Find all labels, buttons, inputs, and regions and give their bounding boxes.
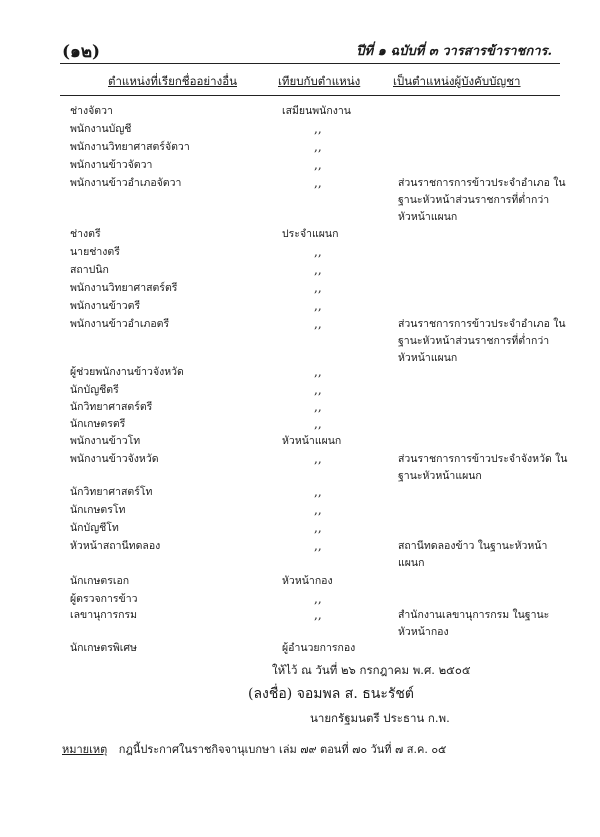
signature-line: (ลงชื่อ) จอมพล ส. ธนะรัชต์ (248, 686, 414, 702)
position-title: พนักงานข้าวโท (70, 435, 141, 447)
table-row (0, 502, 600, 518)
position-title: สถาปนิก (70, 264, 109, 276)
equivalent-position: ,, (314, 317, 322, 331)
table-row (0, 382, 600, 398)
equivalent-position: ,, (314, 452, 322, 466)
table-row (0, 484, 600, 500)
given-date: ให้ไว้ ณ วันที่ ๒๖ กรกฎาคม พ.ศ. ๒๕๐๕ (272, 663, 471, 677)
top-rule (60, 63, 560, 64)
position-title: ช่างตรี (70, 228, 101, 240)
table-row (0, 416, 600, 432)
footnote-label: หมายเหตุ (62, 743, 108, 756)
equivalent-position: ,, (314, 176, 322, 190)
position-title: นักเกษตรพิเศษ (70, 642, 137, 654)
position-title: ผู้ช่วยพนักงานข้าวจังหวัด (70, 366, 184, 378)
position-title: นักบัญชีตรี (70, 384, 119, 396)
header-rule (60, 95, 560, 96)
position-title: นักเกษตรโท (70, 504, 126, 516)
position-title: นักวิทยาศาสตร์โท (70, 486, 153, 498)
position-title: นักเกษตรตรี (70, 418, 126, 430)
equivalent-position: ,, (314, 608, 322, 622)
position-title: พนักงานวิทยาศาสตร์ตรี (70, 282, 178, 294)
supervisor-note: ส่วนราชการการข้าวประจำจังหวัด ในฐานะหัวหน้าแผนก (398, 453, 568, 482)
equivalent-position: ,, (314, 281, 322, 295)
equivalent-position: ,, (314, 383, 322, 397)
table-row (0, 607, 600, 638)
table-row (0, 538, 600, 569)
page-number: (๑๒) (62, 42, 101, 62)
equivalent-position: ,, (314, 400, 322, 414)
table-row (0, 103, 600, 119)
equivalent-position: ,, (314, 503, 322, 517)
position-title: พนักงานข้าวตรี (70, 300, 141, 312)
equivalent-position: ,, (314, 521, 322, 535)
table-row (0, 244, 600, 260)
column-header-supervisor: เป็นตำแหน่งผู้บังคับบัญชา (393, 74, 521, 88)
equivalent-position: หัวหน้ากอง (282, 575, 333, 587)
table-row (0, 175, 600, 223)
equivalent-position: หัวหน้าแผนก (282, 435, 342, 447)
table-row (0, 573, 600, 589)
supervisor-note: ส่วนราชการการข้าวประจำอำเภอ ในฐานะหัวหน้าส่วนราชการที่ต่ำกว่าหัวหน้าแผนก (398, 177, 566, 223)
equivalent-position: ,, (314, 263, 322, 277)
table-row (0, 316, 600, 364)
equivalent-position: ,, (314, 245, 322, 259)
table-row (0, 157, 600, 173)
position-title: นักบัญชีโท (70, 522, 119, 534)
publication-title: ปีที่ ๑ ฉบับที่ ๓ วารสารข้าราชการ. (356, 44, 552, 59)
table-row (0, 139, 600, 155)
table-row (0, 121, 600, 137)
footnote-text: กฎนี้ประกาศในราชกิจจานุเบกษา เล่ม ๗๙ ตอนที่ ๗๐ วันที่ ๗ ส.ค. ๐๕ (118, 743, 447, 756)
supervisor-note: สำนักงานเลขานุการกรม ในฐานะหัวหน้ากอง (398, 609, 550, 638)
equivalent-position: ,, (314, 485, 322, 499)
position-title: ผู้ตรวจการข้าว (70, 593, 138, 605)
position-title: พนักงานข้าวอำเภอจัตวา (70, 177, 182, 189)
table-row (0, 226, 600, 242)
table-row (0, 433, 600, 449)
supervisor-note: ส่วนราชการการข้าวประจำอำเภอ ในฐานะหัวหน้าส่วนราชการที่ต่ำกว่าหัวหน้าแผนก (398, 318, 566, 364)
position-title: พนักงานวิทยาศาสตร์จัตวา (70, 141, 190, 153)
equivalent-position: เสมียนพนักงาน (282, 105, 351, 117)
position-title: นักเกษตรเอก (70, 575, 130, 587)
equivalent-position: ,, (314, 158, 322, 172)
position-title: พนักงานข้าวจังหวัด (70, 453, 159, 465)
table-row (0, 399, 600, 415)
table-row (0, 591, 600, 607)
position-title: ช่างจัตวา (70, 105, 113, 117)
position-title: หัวหน้าสถานีทดลอง (70, 540, 161, 552)
equivalent-position: ,, (314, 122, 322, 136)
supervisor-note: สถานีทดลองข้าว ในฐานะหัวหน้าแผนก (398, 540, 548, 569)
equivalent-position: ,, (314, 417, 322, 431)
equivalent-position: ,, (314, 140, 322, 154)
signer-title: นายกรัฐมนตรี ประธาน ก.พ. (310, 711, 450, 725)
position-title: พนักงานบัญชี (70, 123, 132, 135)
equivalent-position: ,, (314, 365, 322, 379)
equivalent-position: ผู้อำนวยการกอง (282, 642, 356, 654)
table-row (0, 298, 600, 314)
equivalent-position: ประจำแผนก (282, 228, 339, 240)
position-title: นักวิทยาศาสตร์ตรี (70, 401, 153, 413)
equivalent-position: ,, (314, 539, 322, 553)
position-title: พนักงานข้าวอำเภอตรี (70, 318, 170, 330)
column-header-other-titles: ตำแหน่งที่เรียกชื่ออย่างอื่น (108, 74, 237, 88)
column-header-equivalent: เทียบกับตำแหน่ง (278, 74, 361, 88)
equivalent-position: ,, (314, 592, 322, 606)
table-row (0, 364, 600, 380)
position-title: นายช่างตรี (70, 246, 120, 258)
footnote (62, 740, 446, 758)
position-title: พนักงานข้าวจัตวา (70, 159, 153, 171)
table-row (0, 262, 600, 278)
position-title: เลขานุการกรม (70, 609, 138, 621)
table-row (0, 280, 600, 296)
table-row (0, 520, 600, 536)
table-row (0, 640, 600, 656)
equivalent-position: ,, (314, 299, 322, 313)
table-row (0, 451, 600, 482)
